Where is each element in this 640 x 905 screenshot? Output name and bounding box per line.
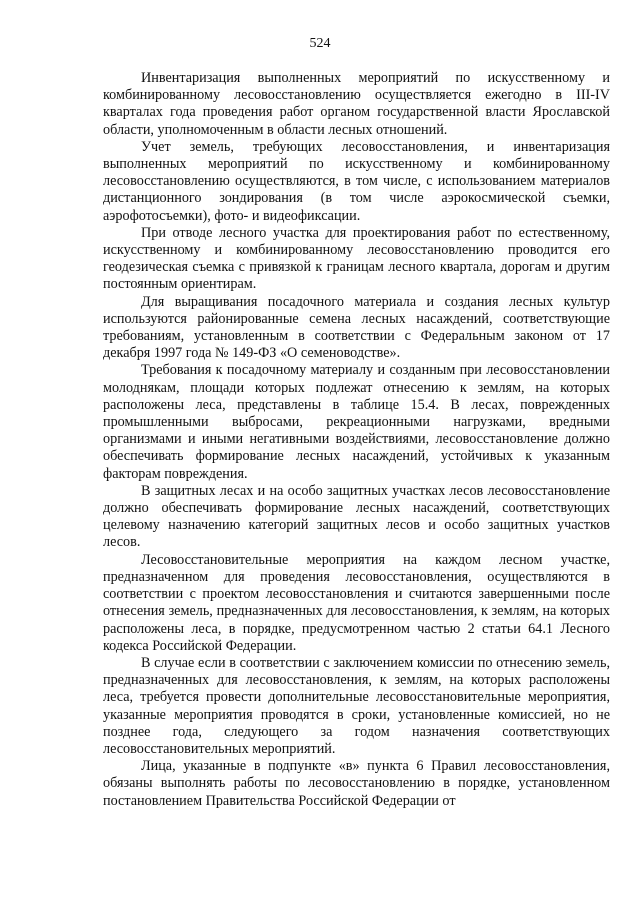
paragraph-land-accounting: Учет земель, требующих лесовосстановления, и инвентаризация выполненных мероприятий по искусственному и комбинированному лесовосстановлению осуществляются, в том числе, с использованием материалов дистанционного зондирования (в том числе аэрокосмической съемки, аэрофотосъемки), фото- и видеофиксации.: [103, 138, 610, 224]
paragraph-planting-requirements: Требования к посадочному материалу и созданным при лесовосстановлении молоднякам, площади которых подлежат отнесению к землям, на которых расположены леса, представлены в таблице 15.4. В лесах, поврежденных промышленными выбросами, рекреационными нагрузками, вредными организмами и иными негативными воздействиями, лесовосстановление должно обеспечивать формирование лесных насаждений, устойчивых к указанным факторам повреждения.: [103, 362, 610, 482]
paragraph-reforestation-measures: Лесовосстановительные мероприятия на каждом лесном участке, предназначенном для проведения лесовосстановления, осуществляются в соответствии с проектом лесовосстановления и считаются завершенными после отнесения земель, предназначенных для лесовосстановления, к землям, на которых расположены леса, в порядке, предусмотренном частью 2 статьи 64.1 Лесного кодекса Российской Федерации.: [103, 551, 610, 654]
page-number: 524: [309, 36, 331, 51]
paragraph-protective-forests: В защитных лесах и на особо защитных участках лесов лесовосстановление должно обеспечивать формирование лесных насаждений, соответствующих целевому назначению категорий защитных лесов и особо защитных участков лесов.: [103, 482, 610, 551]
paragraph-additional-measures: В случае если в соответствии с заключением комиссии по отнесению земель, предназначенных для лесовосстановления, к землям, на которых расположены леса, требуется провести дополнительные лесовосстановительные мероприятия, указанные мероприятия проводятся в сроки, установленные комиссией, но не позднее года, следующего за годом назначения соответствующих лесовосстановительных мероприятий.: [103, 654, 610, 757]
paragraph-inventory: Инвентаризация выполненных мероприятий по искусственному и комбинированному лесовосстановлению осуществляется ежегодно в III-IV кварталах года проведения работ органом государственной власти Ярославской области, уполномоченным в области лесных отношений.: [103, 70, 610, 138]
document-body: [103, 70, 610, 810]
paragraph-seeds: Для выращивания посадочного материала и создания лесных культур используются районированные семена лесных насаждений, соответствующие требованиям, установленным в соответствии с Федеральным законом от 17 декабря 1997 года № 149-ФЗ «О семеноводстве».: [103, 293, 610, 362]
paragraph-site-allocation: При отводе лесного участка для проектирования работ по естественному, искусственному и комбинированному лесовосстановлению проводится его геодезическая съемка с привязкой к границам лесного квартала, дорогам и другим постоянным ориентирам.: [103, 224, 610, 293]
paragraph-obligations: Лица, указанные в подпункте «в» пункта 6 Правил лесовосстановления, обязаны выполнять работы по лесовосстановлению в порядке, установленном постановлением Правительства Российской Федерации от: [103, 758, 610, 809]
